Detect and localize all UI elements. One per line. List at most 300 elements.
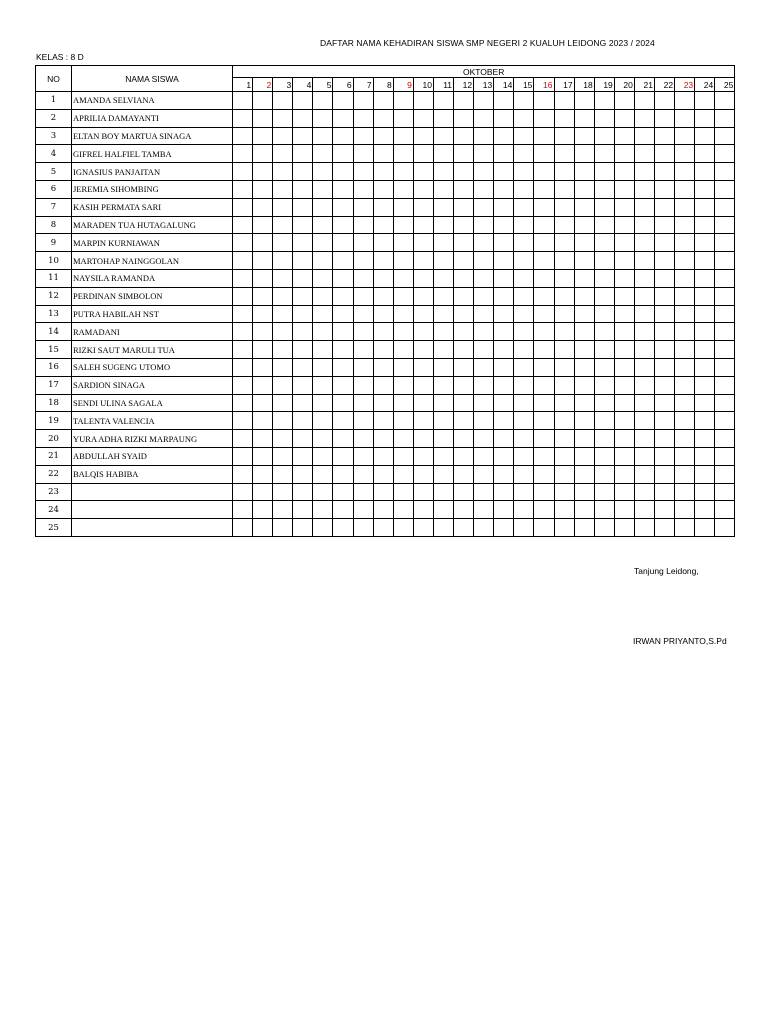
attendance-cell [413,358,433,376]
attendance-cell [233,305,253,323]
attendance-cell [353,269,373,287]
attendance-cell [695,394,715,412]
attendance-cell [574,109,594,127]
attendance-cell [293,430,313,448]
attendance-cell [333,234,353,252]
attendance-cell [534,127,554,145]
table-row [36,234,735,252]
attendance-cell [594,127,614,145]
attendance-cell [474,394,494,412]
attendance-cell [293,376,313,394]
row-number: 15 [36,341,72,359]
attendance-cell [534,465,554,483]
attendance-cell [594,483,614,501]
attendance-cell [333,305,353,323]
attendance-cell [654,483,674,501]
attendance-cell [353,394,373,412]
attendance-cell [514,234,534,252]
attendance-cell [594,501,614,519]
attendance-cell [554,501,574,519]
attendance-cell [715,501,735,519]
attendance-cell [715,341,735,359]
header-no: NO [36,66,72,92]
attendance-cell [675,287,695,305]
attendance-cell [554,323,574,341]
attendance-cell [433,163,453,181]
attendance-cell [574,216,594,234]
attendance-cell [614,412,634,430]
attendance-cell [333,519,353,537]
attendance-cell [514,501,534,519]
attendance-cell [514,412,534,430]
attendance-cell [574,376,594,394]
attendance-cell [233,234,253,252]
attendance-cell [433,447,453,465]
student-name: MARTOHAP NAINGGOLAN [72,252,233,270]
attendance-cell [373,412,393,430]
header-name: NAMA SISWA [72,66,233,92]
student-name: SENDI ULINA SAGALA [72,394,233,412]
attendance-cell [333,412,353,430]
row-number: 13 [36,305,72,323]
student-name: RIZKI SAUT MARULI TUA [72,341,233,359]
table-row [36,430,735,448]
attendance-cell [634,465,654,483]
student-name: NAYSILA RAMANDA [72,269,233,287]
attendance-cell [273,465,293,483]
attendance-cell [634,323,654,341]
attendance-cell [393,341,413,359]
attendance-cell [534,269,554,287]
attendance-cell [273,180,293,198]
attendance-cell [313,180,333,198]
attendance-cell [675,465,695,483]
attendance-cell [433,358,453,376]
attendance-cell [695,483,715,501]
attendance-cell [654,519,674,537]
day-header: 16 [534,78,554,92]
attendance-cell [293,252,313,270]
attendance-cell [353,483,373,501]
attendance-cell [574,252,594,270]
attendance-cell [454,305,474,323]
attendance-cell [654,287,674,305]
attendance-cell [333,163,353,181]
attendance-cell [293,198,313,216]
attendance-cell [594,252,614,270]
attendance-cell [413,305,433,323]
day-header: 8 [373,78,393,92]
row-number: 20 [36,430,72,448]
student-name: PERDINAN SIMBOLON [72,287,233,305]
row-number: 10 [36,252,72,270]
attendance-cell [634,447,654,465]
attendance-cell [514,287,534,305]
attendance-cell [715,412,735,430]
attendance-cell [454,501,474,519]
attendance-cell [654,269,674,287]
attendance-cell [715,180,735,198]
attendance-cell [454,127,474,145]
attendance-cell [695,163,715,181]
attendance-cell [634,145,654,163]
attendance-cell [353,501,373,519]
attendance-cell [413,252,433,270]
attendance-cell [494,376,514,394]
student-name [72,501,233,519]
attendance-cell [313,519,333,537]
place-label: Tanjung Leidong, [634,566,699,576]
attendance-cell [534,92,554,110]
attendance-cell [554,234,574,252]
attendance-cell [333,180,353,198]
attendance-cell [695,341,715,359]
attendance-cell [413,198,433,216]
attendance-cell [313,92,333,110]
attendance-cell [433,269,453,287]
attendance-cell [574,394,594,412]
attendance-cell [393,430,413,448]
attendance-cell [614,92,634,110]
attendance-cell [313,109,333,127]
attendance-cell [293,92,313,110]
attendance-cell [614,287,634,305]
attendance-cell [454,358,474,376]
attendance-cell [233,180,253,198]
attendance-cell [313,447,333,465]
table-row [36,216,735,234]
attendance-cell [514,305,534,323]
table-row [36,305,735,323]
attendance-cell [433,92,453,110]
attendance-cell [253,394,273,412]
attendance-cell [233,198,253,216]
page-title: DAFTAR NAMA KEHADIRAN SISWA SMP NEGERI 2 KUALUH LEIDONG 2023 / 2024 [320,38,655,48]
attendance-cell [675,305,695,323]
attendance-cell [253,234,273,252]
attendance-cell [393,519,413,537]
day-header: 10 [413,78,433,92]
attendance-cell [695,92,715,110]
attendance-cell [514,127,534,145]
attendance-cell [695,287,715,305]
attendance-cell [454,394,474,412]
row-number: 19 [36,412,72,430]
attendance-cell [634,501,654,519]
attendance-cell [454,412,474,430]
attendance-cell [554,198,574,216]
attendance-cell [614,109,634,127]
row-number: 16 [36,358,72,376]
attendance-cell [253,341,273,359]
attendance-cell [574,358,594,376]
attendance-cell [433,252,453,270]
attendance-cell [634,163,654,181]
attendance-cell [574,519,594,537]
attendance-cell [634,376,654,394]
attendance-cell [373,234,393,252]
attendance-cell [494,483,514,501]
attendance-cell [474,198,494,216]
attendance-cell [293,483,313,501]
attendance-cell [393,287,413,305]
attendance-cell [715,323,735,341]
attendance-cell [293,341,313,359]
attendance-cell [534,447,554,465]
student-name: TALENTA VALENCIA [72,412,233,430]
attendance-cell [514,109,534,127]
attendance-cell [313,323,333,341]
attendance-cell [273,92,293,110]
attendance-cell [293,412,313,430]
attendance-cell [273,109,293,127]
attendance-cell [433,287,453,305]
attendance-cell [675,180,695,198]
table-row [36,412,735,430]
attendance-cell [433,519,453,537]
attendance-cell [233,430,253,448]
attendance-cell [313,198,333,216]
attendance-cell [353,92,373,110]
attendance-cell [454,376,474,394]
student-name: ELTAN BOY MARTUA SINAGA [72,127,233,145]
attendance-cell [594,216,614,234]
attendance-cell [313,430,333,448]
attendance-cell [373,269,393,287]
attendance-cell [675,127,695,145]
attendance-cell [574,180,594,198]
attendance-cell [393,92,413,110]
attendance-cell [715,447,735,465]
attendance-cell [333,269,353,287]
attendance-cell [313,341,333,359]
attendance-cell [253,109,273,127]
attendance-cell [614,465,634,483]
attendance-cell [474,216,494,234]
attendance-cell [313,501,333,519]
attendance-cell [333,287,353,305]
attendance-cell [594,430,614,448]
attendance-cell [413,519,433,537]
table-row [36,447,735,465]
attendance-cell [413,287,433,305]
attendance-cell [695,447,715,465]
attendance-cell [715,430,735,448]
attendance-cell [614,376,634,394]
attendance-cell [474,92,494,110]
row-number: 4 [36,145,72,163]
attendance-cell [273,198,293,216]
attendance-cell [273,412,293,430]
attendance-cell [514,92,534,110]
attendance-cell [413,465,433,483]
row-number: 22 [36,465,72,483]
attendance-cell [594,394,614,412]
attendance-cell [574,198,594,216]
table-row [36,127,735,145]
attendance-cell [574,145,594,163]
attendance-cell [654,216,674,234]
attendance-cell [614,252,634,270]
attendance-cell [373,501,393,519]
student-name [72,483,233,501]
row-number: 6 [36,180,72,198]
attendance-cell [353,109,373,127]
attendance-cell [253,127,273,145]
attendance-cell [534,305,554,323]
attendance-cell [654,412,674,430]
attendance-cell [594,234,614,252]
day-header: 7 [353,78,373,92]
attendance-cell [233,447,253,465]
attendance-cell [233,323,253,341]
attendance-cell [273,145,293,163]
attendance-cell [574,287,594,305]
attendance-cell [454,465,474,483]
header-month: OKTOBER [233,66,735,78]
attendance-cell [574,269,594,287]
attendance-cell [253,198,273,216]
attendance-cell [333,127,353,145]
attendance-cell [534,180,554,198]
attendance-cell [253,216,273,234]
attendance-cell [514,376,534,394]
attendance-cell [273,376,293,394]
attendance-cell [554,447,574,465]
attendance-cell [333,216,353,234]
attendance-cell [293,358,313,376]
attendance-cell [313,376,333,394]
attendance-cell [614,447,634,465]
attendance-cell [554,358,574,376]
attendance-cell [654,145,674,163]
attendance-cell [634,269,654,287]
attendance-cell [393,234,413,252]
attendance-cell [253,465,273,483]
attendance-cell [514,465,534,483]
attendance-cell [614,127,634,145]
attendance-cell [554,163,574,181]
attendance-cell [715,127,735,145]
attendance-cell [534,519,554,537]
table-row [36,483,735,501]
table-row [36,376,735,394]
attendance-cell [534,252,554,270]
attendance-cell [614,501,634,519]
attendance-cell [695,269,715,287]
attendance-cell [373,287,393,305]
attendance-cell [413,127,433,145]
attendance-cell [353,127,373,145]
day-header: 23 [675,78,695,92]
attendance-cell [594,109,614,127]
attendance-cell [675,323,695,341]
table-row [36,198,735,216]
attendance-cell [574,234,594,252]
attendance-cell [413,216,433,234]
attendance-cell [634,252,654,270]
attendance-cell [454,198,474,216]
table-row [36,501,735,519]
attendance-cell [594,358,614,376]
attendance-cell [433,465,453,483]
attendance-cell [393,163,413,181]
attendance-cell [715,519,735,537]
table-row [36,269,735,287]
attendance-cell [474,287,494,305]
attendance-cell [614,234,634,252]
attendance-cell [675,163,695,181]
attendance-cell [333,252,353,270]
attendance-cell [273,216,293,234]
attendance-cell [614,519,634,537]
attendance-cell [715,287,735,305]
attendance-cell [675,501,695,519]
attendance-cell [413,269,433,287]
attendance-cell [353,163,373,181]
attendance-cell [695,216,715,234]
attendance-cell [273,447,293,465]
attendance-cell [494,447,514,465]
attendance-cell [675,145,695,163]
attendance-cell [373,92,393,110]
attendance-cell [253,323,273,341]
attendance-cell [233,358,253,376]
attendance-cell [534,163,554,181]
attendance-cell [594,92,614,110]
attendance-cell [454,287,474,305]
attendance-cell [514,145,534,163]
attendance-cell [474,465,494,483]
attendance-cell [433,501,453,519]
attendance-cell [333,198,353,216]
attendance-cell [514,252,534,270]
attendance-cell [654,465,674,483]
attendance-cell [554,430,574,448]
attendance-cell [373,127,393,145]
attendance-cell [353,412,373,430]
attendance-cell [273,323,293,341]
attendance-cell [574,483,594,501]
attendance-cell [333,376,353,394]
table-row [36,252,735,270]
attendance-cell [514,323,534,341]
attendance-cell [715,394,735,412]
attendance-cell [353,216,373,234]
attendance-cell [554,519,574,537]
attendance-cell [393,109,413,127]
attendance-cell [494,269,514,287]
attendance-cell [514,216,534,234]
attendance-cell [373,341,393,359]
attendance-cell [313,145,333,163]
attendance-cell [353,341,373,359]
attendance-cell [715,109,735,127]
attendance-cell [454,163,474,181]
attendance-cell [373,447,393,465]
attendance-cell [594,376,614,394]
attendance-cell [233,163,253,181]
attendance-cell [554,341,574,359]
attendance-cell [695,198,715,216]
attendance-cell [233,252,253,270]
attendance-cell [695,465,715,483]
attendance-cell [373,358,393,376]
attendance-cell [654,376,674,394]
attendance-cell [675,430,695,448]
attendance-cell [273,519,293,537]
attendance-cell [534,323,554,341]
